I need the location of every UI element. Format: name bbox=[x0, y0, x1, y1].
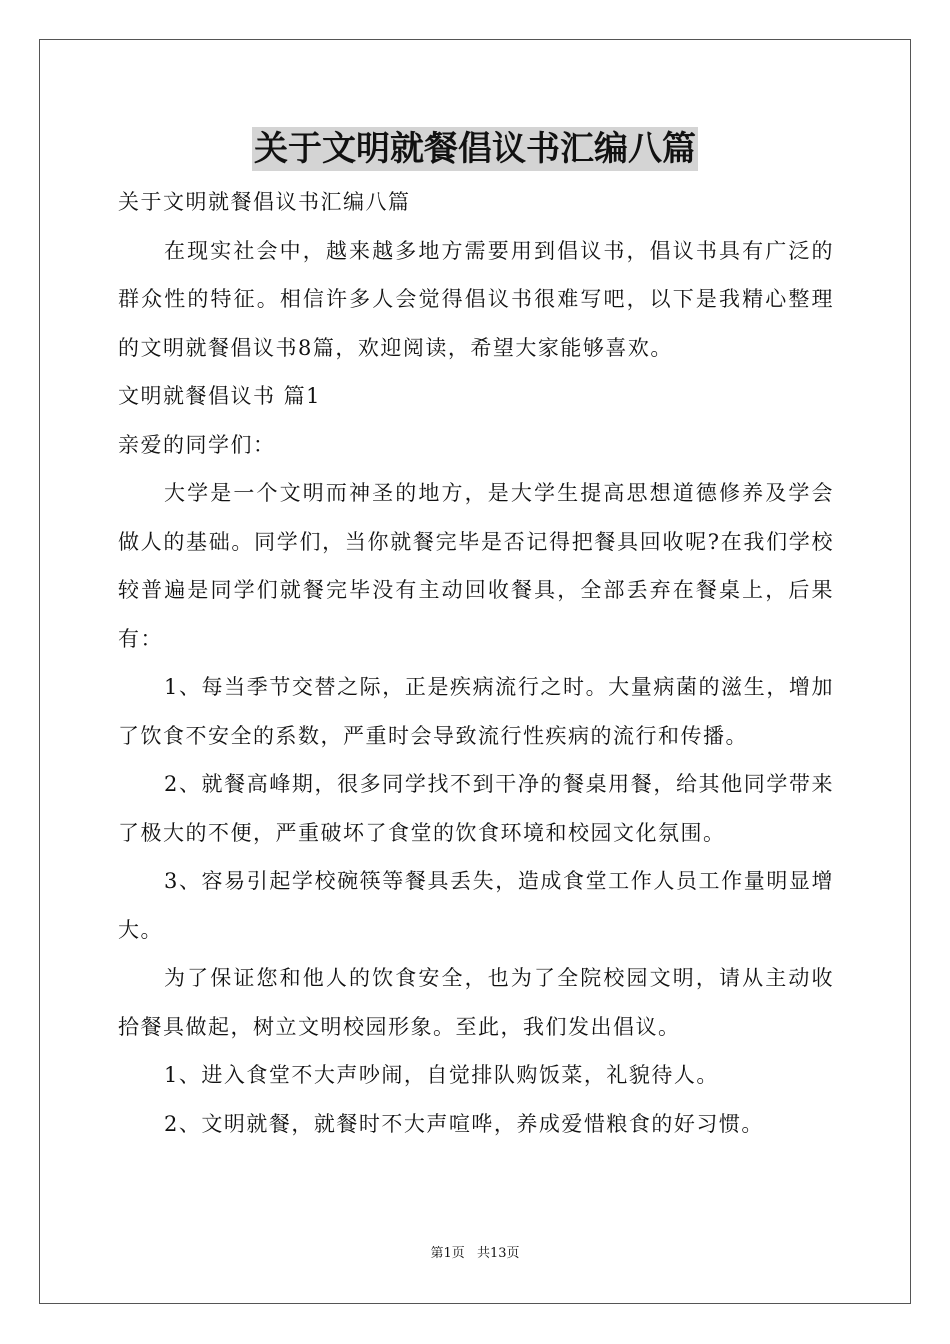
paragraph: 大学是一个文明而神圣的地方，是大学生提高思想道德修养及学会做人的基础。同学们，当你就餐完毕是否记得把餐具回收呢?在我们学校较普遍是同学们就餐完毕没有主动回收餐具，全部丢弃在餐桌上，后果有： bbox=[118, 481, 834, 651]
document-body bbox=[118, 178, 834, 1148]
paragraph: 在现实社会中，越来越多地方需要用到倡议书，倡议书具有广泛的群众性的特征。相信许多人会觉得倡议书很难写吧，以下是我精心整理的文明就餐倡议书8篇，欢迎阅读，希望大家能够喜欢。 bbox=[118, 238, 834, 360]
paragraph: 为了保证您和他人的饮食安全，也为了全院校园文明，请从主动收拾餐具做起，树立文明校园形象。至此，我们发出倡议。 bbox=[118, 966, 834, 1039]
list-item: 1、每当季节交替之际，正是疾病流行之时。大量病菌的滋生，增加了饮食不安全的系数，严重时会导致流行性疾病的流行和传播。 bbox=[118, 675, 834, 748]
list-item: 3、容易引起学校碗筷等餐具丢失，造成食堂工作人员工作量明显增大。 bbox=[118, 869, 834, 942]
document-title: 关于文明就餐倡议书汇编八篇 bbox=[254, 129, 696, 169]
page-total: 共13页 bbox=[476, 1246, 520, 1261]
title-container bbox=[0, 127, 950, 171]
salutation: 亲爱的同学们： bbox=[118, 432, 276, 457]
list-item: 1、进入食堂不大声吵闹，自觉排队购饭菜，礼貌待人。 bbox=[164, 1063, 719, 1087]
page-number: 第1页 bbox=[430, 1246, 465, 1261]
section-heading: 文明就餐倡议书 篇1 bbox=[118, 384, 322, 408]
page-footer bbox=[0, 1245, 950, 1263]
list-item: 2、文明就餐，就餐时不大声喧哗，养成爱惜粮食的好习惯。 bbox=[164, 1111, 764, 1136]
paragraph: 关于文明就餐倡议书汇编八篇 bbox=[118, 190, 411, 214]
list-item: 2、就餐高峰期，很多同学找不到干净的餐桌用餐，给其他同学带来了极大的不便，严重破坏了食堂的饮食环境和校园文化氛围。 bbox=[118, 772, 834, 845]
